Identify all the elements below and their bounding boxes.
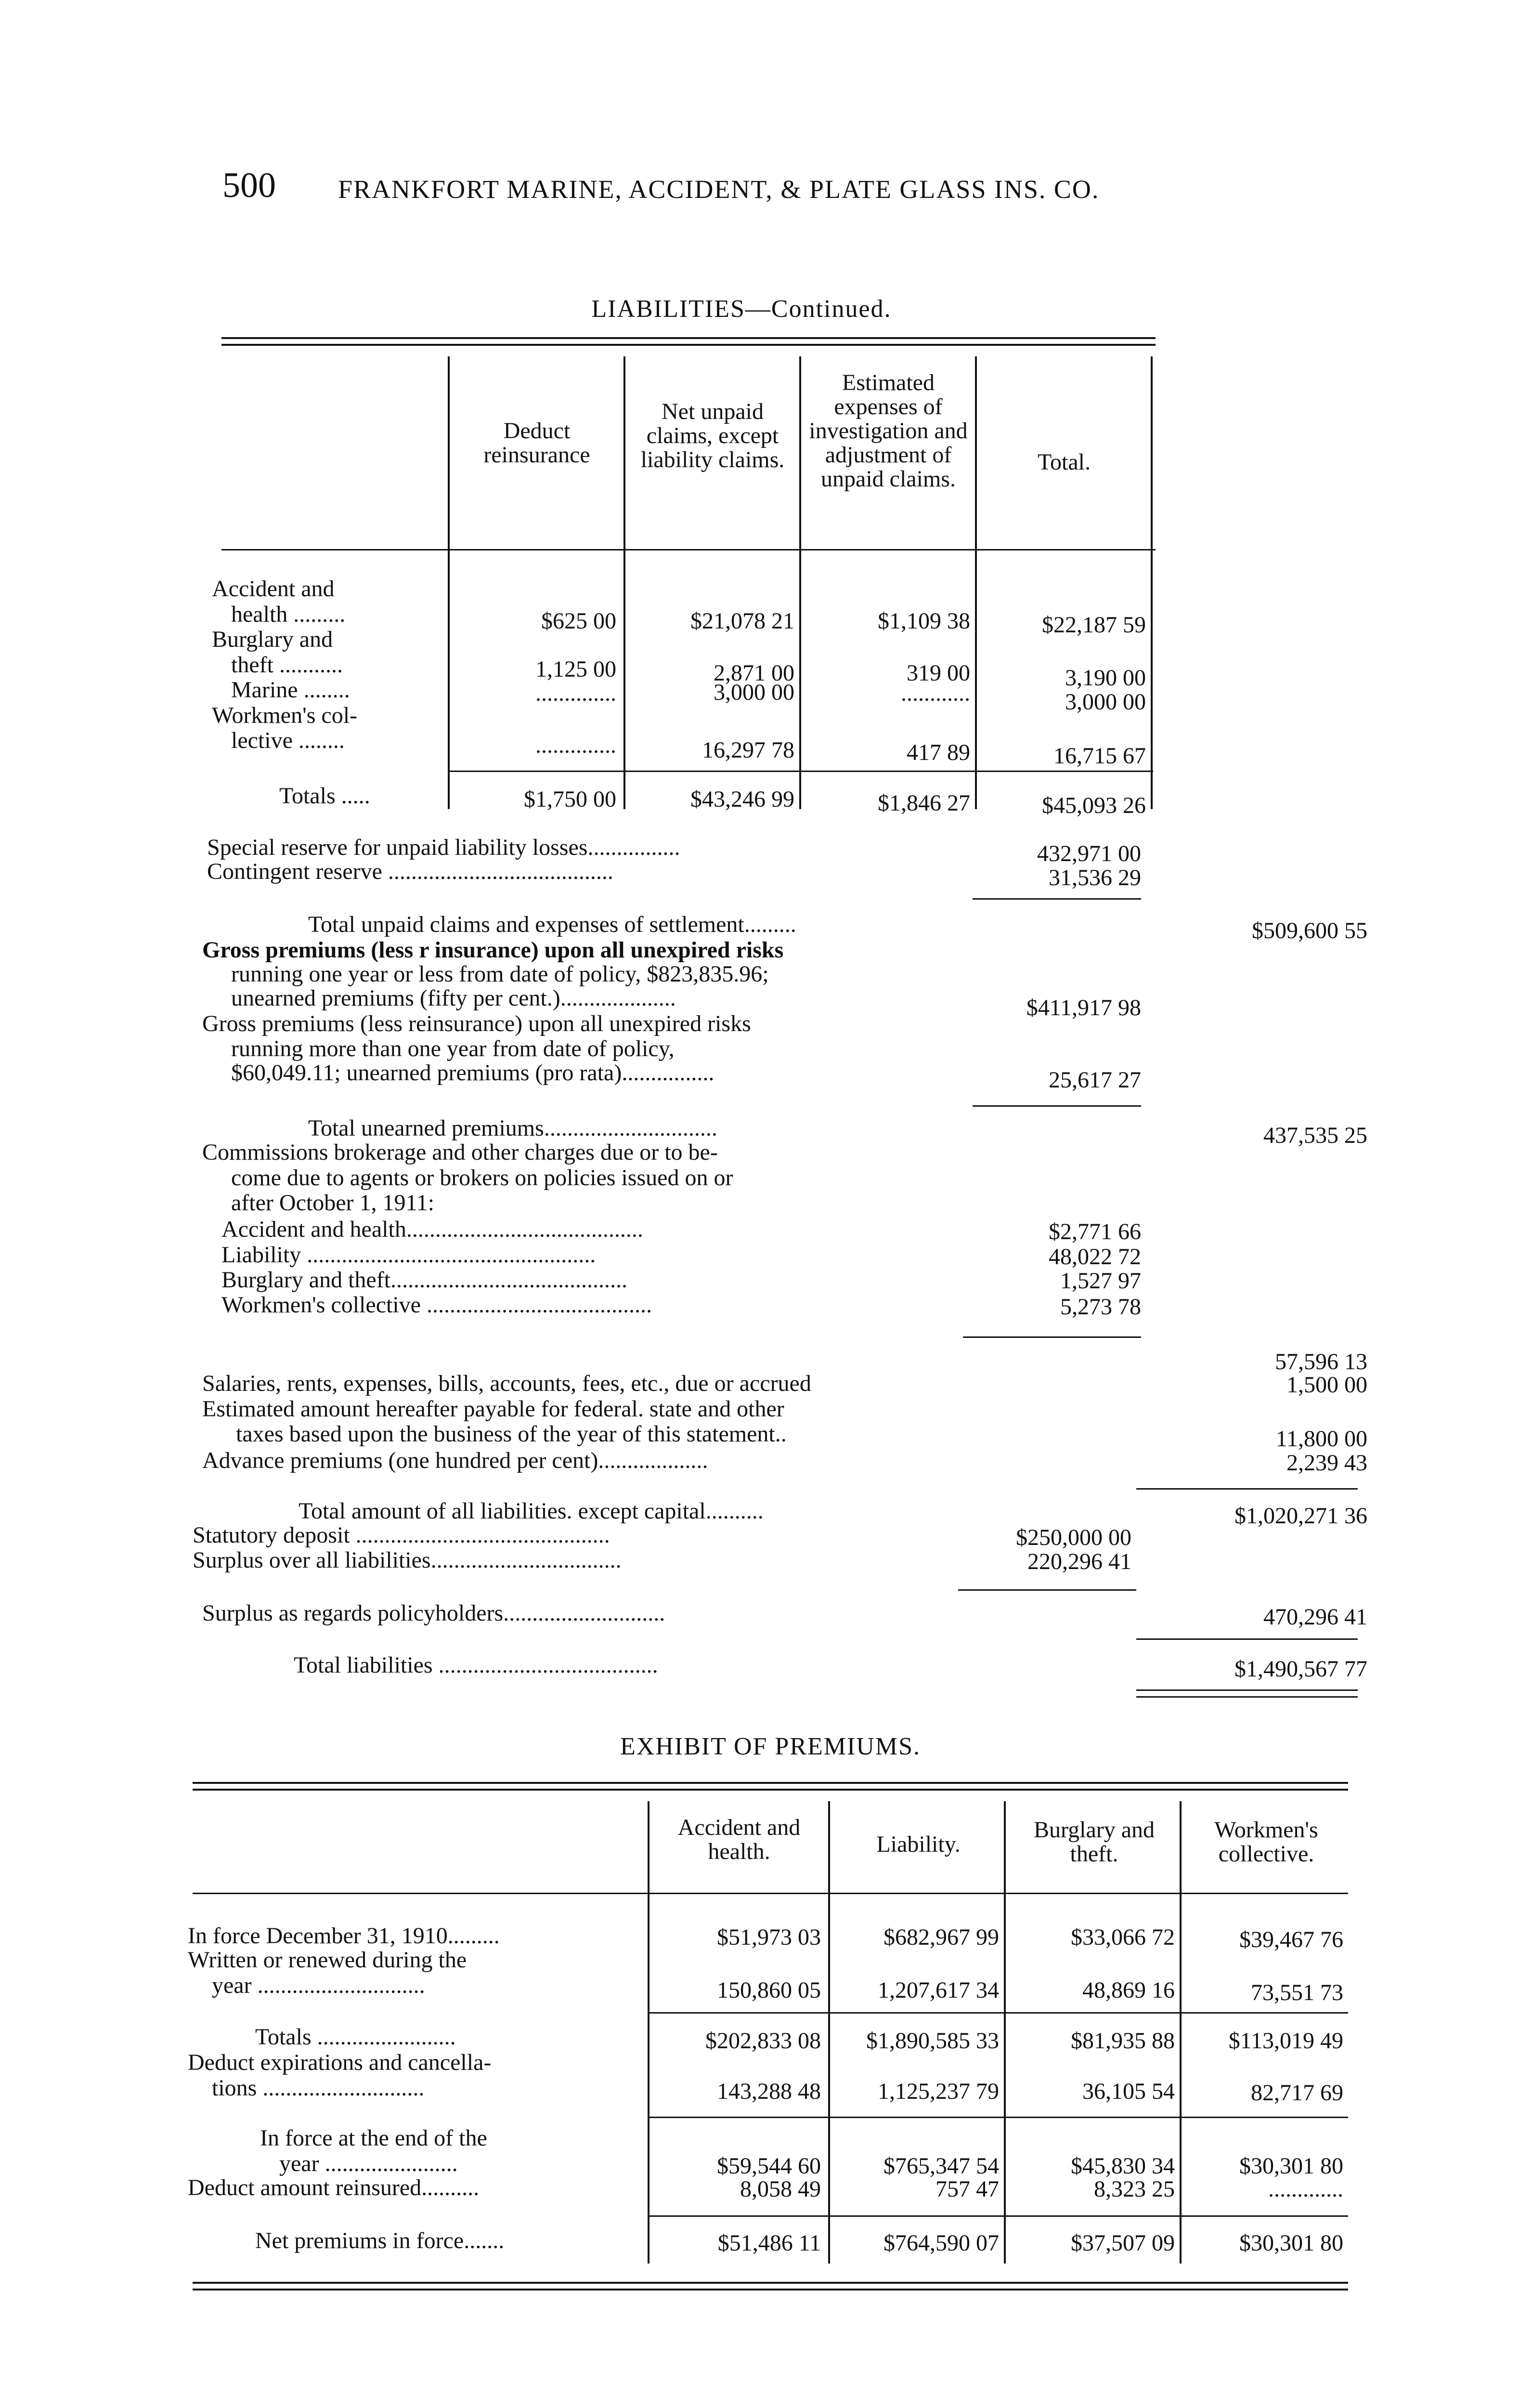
gross-one-year-value: $411,917 98 [1026,995,1141,1021]
table-cell: $22,187 59 [1042,612,1146,638]
subtotal-rule [973,898,1141,900]
estimated-taxes-line: taxes based upon the business of the year of this statement.. [236,1421,787,1447]
commission-item-value: 1,527 97 [1060,1268,1141,1294]
commission-item-value: $2,771 66 [1049,1219,1141,1244]
table-cell: 8,323 25 [1094,2176,1175,2202]
gross-more-year-line: running more than one year from date of policy, [231,1036,675,1061]
row-label-line: Burglary and [212,627,333,652]
table-cell: $765,347 54 [883,2153,999,2179]
page-number: 500 [222,166,276,205]
totals-label: Totals ..... [279,783,370,809]
row-label-line: Deduct amount reinsured.......... [188,2175,480,2200]
table-top-rule [221,337,1156,339]
table-cell: 143,288 48 [717,2079,821,2104]
commission-item-label: Accident and health......................................... [221,1217,643,1242]
table-cell: $202,833 08 [705,2028,821,2054]
totals-cell: $1,750 00 [524,786,616,812]
subtotal-rule [958,1589,1136,1591]
table-cell: 36,105 54 [1082,2079,1175,2104]
totals-rule [648,2117,1348,2118]
table-cell: 8,058 49 [740,2176,821,2202]
table-cell: 48,869 16 [1082,1977,1175,2003]
gross-more-year-line: Gross premiums (less reinsurance) upon all unexpired risks [202,1011,751,1036]
table-cell: $51,973 03 [717,1924,821,1950]
totals-cell: $1,846 27 [878,790,970,816]
row-label-line: Totals ........................ [255,2024,456,2050]
table-cell: $625 00 [541,608,616,634]
table-cell: .............. [535,681,616,706]
commission-item-value: 48,022 72 [1049,1244,1141,1269]
gross-more-year-line: $60,049.11; unearned premiums (pro rata)................ [231,1060,715,1086]
subtotal-rule [963,1336,1141,1338]
col-header-accident-health: Accident and health. [677,1815,801,1864]
table-cell: 16,715 67 [1053,743,1146,769]
total-except-capital-label: Total amount of all liabilities. except capital.......... [299,1498,764,1524]
row-label-line: lective ........ [231,728,345,753]
table-cell: 3,000 00 [1065,689,1146,715]
premiums-title: EXHIBIT OF PREMIUMS. [620,1733,921,1760]
row-label-line: tions ............................ [212,2075,425,2101]
commission-item-label: Burglary and theft......................................... [221,1267,628,1293]
column-divider [975,356,977,809]
advance-premiums-value: 2,239 43 [1286,1450,1367,1476]
total-liabilities-value: $1,490,567 77 [1234,1656,1367,1682]
subtotal-rule [973,1105,1141,1107]
total-unearned-label: Total unearned premiums.............................. [308,1115,717,1141]
table-cell: $39,467 76 [1239,1927,1343,1952]
surplus-policyholders-value: 470,296 41 [1263,1604,1367,1630]
double-rule [1136,1696,1358,1698]
commissions-line: Commissions brokerage and other charges due or to be- [202,1139,718,1165]
commissions-total: 57,596 13 [1275,1349,1367,1374]
surplus-over-label: Surplus over all liabilities................................. [193,1547,622,1573]
table-cell: $81,935 88 [1071,2028,1175,2054]
col-header-net-unpaid: Net unpaid claims, except liability claims. [640,399,785,472]
total-liabilities-label: Total liabilities ...................................... [294,1652,658,1678]
subtotal-rule [1136,1638,1358,1640]
table-cell: 16,297 78 [702,737,794,763]
table-top-rule [193,1782,1348,1784]
company-name: FRANKFORT MARINE, ACCIDENT, & PLATE GLASS INS. CO. [338,175,1100,204]
totals-rule [648,2012,1348,2014]
table-cell: $682,967 99 [883,1924,999,1950]
table-cell: 757 47 [935,2176,999,2202]
table-cell: $59,544 60 [717,2153,821,2179]
total-unpaid-value: $509,600 55 [1252,918,1367,943]
surplus-over-value: 220,296 41 [1027,1549,1131,1574]
row-label-line: health ......... [231,602,346,627]
page-header [222,164,1311,207]
table-cell: $51,486 11 [717,2230,821,2256]
commissions-line: after October 1, 1911: [231,1190,435,1216]
table-cell: ............ [901,681,970,706]
table-cell: $30,301 80 [1239,2230,1343,2256]
table-cell: ............. [1268,2176,1343,2202]
surplus-policyholders-label: Surplus as regards policyholders............................ [202,1600,665,1626]
col-header-estimated-expenses: Estimated expenses of investigation and adjustment of unpaid claims. [809,370,968,492]
gross-more-year-value: 25,617 27 [1049,1067,1141,1093]
gross-one-year-line: running one year or less from date of policy, $823,835.96; [231,961,769,987]
table-cell: $21,078 21 [690,608,794,634]
total-except-capital-value: $1,020,271 36 [1234,1503,1367,1529]
totals-rule [648,2215,1348,2217]
table-cell: $1,109 38 [878,608,970,634]
table-cell: $33,066 72 [1071,1924,1175,1950]
contingent-reserve-label: Contingent reserve ....................................... [207,859,613,884]
table-cell: $764,590 07 [883,2230,999,2256]
row-label-line: In force at the end of the [260,2125,487,2151]
header-bottom-rule [193,1893,1348,1894]
commission-item-value: 5,273 78 [1060,1294,1141,1320]
advance-premiums-label: Advance premiums (one hundred per cent)................... [202,1448,708,1473]
estimated-taxes-value: 11,800 00 [1275,1426,1367,1452]
table-cell: $45,830 34 [1071,2153,1175,2179]
table-cell: 3,190 00 [1065,665,1146,691]
table-bottom-rule [193,2282,1348,2284]
gross-one-year-line: Gross premiums (less r insurance) upon all unexpired risks [202,937,784,963]
gross-one-year-line: unearned premiums (fifty per cent.).................... [231,985,676,1011]
table-cell: 1,125,237 79 [878,2079,999,2104]
column-divider [624,356,625,809]
col-header-liability: Liability. [876,1832,961,1857]
table-cell: $37,507 09 [1071,2230,1175,2256]
table-cell: 417 89 [907,740,970,765]
statutory-deposit-value: $250,000 00 [1016,1525,1131,1550]
double-rule [1136,1689,1358,1691]
column-divider [1004,1801,1006,2264]
table-cell: 3,000 00 [714,680,794,705]
column-divider [448,356,450,809]
table-cell: 150,860 05 [717,1977,821,2003]
row-label-line: Workmen's col- [212,703,358,728]
table-bottom-rule-2 [193,2289,1348,2290]
row-label-line: Marine ........ [231,677,350,703]
header-bottom-rule [221,549,1156,550]
row-label-line: In force December 31, 1910......... [188,1923,500,1949]
col-header-total: Total. [1038,449,1091,475]
row-label-line: theft ........... [231,652,343,678]
totals-cell: $43,246 99 [690,786,794,812]
special-reserve-label: Special reserve for unpaid liability losses................ [207,835,680,860]
table-top-rule-2 [221,344,1156,346]
col-header-deduct-reinsurance: Deduct reinsurance [483,418,590,468]
column-divider [1180,1801,1182,2264]
column-divider [648,1801,650,2264]
special-reserve-value: 432,971 00 [1037,841,1141,866]
table-cell: $30,301 80 [1239,2153,1343,2179]
row-label-line: Accident and [212,576,335,602]
commission-item-label: Workmen's collective ....................................... [221,1292,652,1318]
table-cell: $113,019 49 [1228,2028,1343,2054]
table-cell: .............. [535,733,616,758]
total-unearned-value: 437,535 25 [1263,1123,1367,1148]
table-cell: $1,890,585 33 [866,2028,999,2054]
column-divider [828,1801,830,2264]
row-label-line: Written or renewed during the [188,1947,467,1973]
table-cell: 82,717 69 [1251,2080,1343,2106]
subtotal-rule [1136,1488,1358,1490]
table-top-rule-2 [193,1789,1348,1791]
salaries-label: Salaries, rents, expenses, bills, accounts, fees, etc., due or accrued [202,1371,811,1396]
commission-item-label: Liability .................................................. [221,1242,596,1268]
commissions-line: come due to agents or brokers on policies issued on or [231,1165,733,1191]
salaries-value: 1,500 00 [1286,1372,1367,1398]
row-label-line: year ............................. [212,1973,425,1998]
row-label-line: Net premiums in force....... [255,2228,505,2253]
estimated-taxes-line: Estimated amount hereafter payable for federal. state and other [202,1396,784,1422]
totals-cell: $45,093 26 [1042,793,1146,818]
column-divider [799,356,801,809]
table-cell: 319 00 [907,660,970,686]
total-unpaid-label: Total unpaid claims and expenses of settlement......... [308,912,796,937]
col-header-burglary-theft: Burglary and theft. [1033,1817,1155,1867]
col-header-workmens-collective: Workmen's collective. [1214,1817,1318,1867]
row-label-line: Deduct expirations and cancella- [188,2050,492,2075]
row-label-line: year ....................... [279,2151,458,2176]
statutory-deposit-label: Statutory deposit ............................................ [193,1522,610,1548]
contingent-reserve-value: 31,536 29 [1049,865,1141,890]
liabilities-title: LIABILITIES—Continued. [591,295,892,323]
table-cell: 2,871 00 [714,660,794,686]
table-cell: 1,207,617 34 [878,1977,999,2003]
table-cell: 1,125 00 [535,656,616,682]
totals-rule [448,771,1153,772]
table-cell: 73,551 73 [1251,1980,1343,2005]
column-divider [1151,356,1153,809]
